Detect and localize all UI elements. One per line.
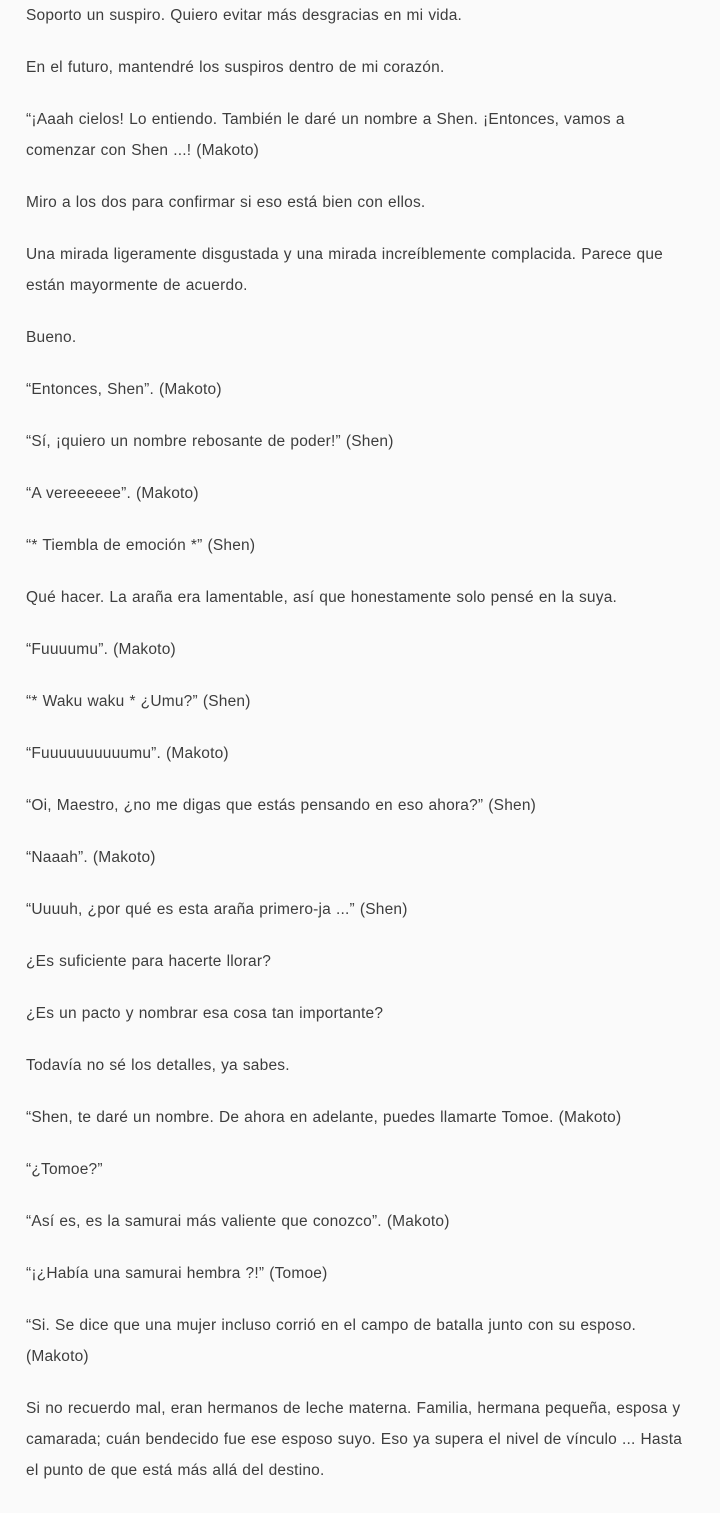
paragraph: “Si. Se dice que una mujer incluso corrió en el campo de batalla junto con su esposo. (Makoto) [26,1317,637,1365]
paragraph: “Fuuuumu”. (Makoto) [26,641,176,658]
paragraph: Bueno. [26,329,77,346]
paragraph: “¿Tomoe?” [26,1161,103,1178]
paragraph: Una mirada ligeramente disgustada y una mirada increíblemente complacida. Parece que están mayormente de acuerdo. [26,246,663,294]
paragraph: “* Tiembla de emoción *” (Shen) [26,537,256,554]
paragraph: ¿Es suficiente para hacerte llorar? [26,953,272,970]
paragraph: “Sí, ¡quiero un nombre rebosante de poder!” (Shen) [26,433,394,450]
paragraph: “Shen, te daré un nombre. De ahora en adelante, puedes llamarte Tomoe. (Makoto) [26,1109,622,1126]
paragraph: “Así es, es la samurai más valiente que conozco”. (Makoto) [26,1213,450,1230]
paragraph: Todavía no sé los detalles, ya sabes. [26,1057,290,1074]
paragraph: “A vereeeeee”. (Makoto) [26,485,199,502]
paragraph: En el futuro, mantendré los suspiros dentro de mi corazón. [26,59,445,76]
paragraph: “Entonces, Shen”. (Makoto) [26,381,222,398]
paragraph: Si no recuerdo mal, eran hermanos de leche materna. Familia, hermana pequeña, esposa y camarada; cuán bendecido fue ese esposo suyo. Eso ya supera el nivel de vínculo ... Hasta el punto de que está más allá del destino. [26,1400,683,1479]
paragraph: “Oi, Maestro, ¿no me digas que estás pensando en eso ahora?” (Shen) [26,797,537,814]
paragraph: Qué hacer. La araña era lamentable, así que honestamente solo pensé en la suya. [26,589,618,606]
paragraph: “¡Aaah cielos! Lo entiendo. También le daré un nombre a Shen. ¡Entonces, vamos a comenzar con Shen ...! (Makoto) [26,111,625,159]
paragraph: Soporto un suspiro. Quiero evitar más desgracias en mi vida. [26,7,463,24]
paragraph: ¿Es un pacto y nombrar esa cosa tan importante? [26,1005,384,1022]
paragraph: “Naaah”. (Makoto) [26,849,156,866]
paragraph: “* Waku waku * ¿Umu?” (Shen) [26,693,251,710]
paragraph: “Uuuuh, ¿por qué es esta araña primero-ja ...” (Shen) [26,901,408,918]
paragraph: Miro a los dos para confirmar si eso está bien con ellos. [26,194,426,211]
paragraph: “¡¿Había una samurai hembra ?!” (Tomoe) [26,1265,328,1282]
paragraph: “Fuuuuuuuuuumu”. (Makoto) [26,745,229,762]
